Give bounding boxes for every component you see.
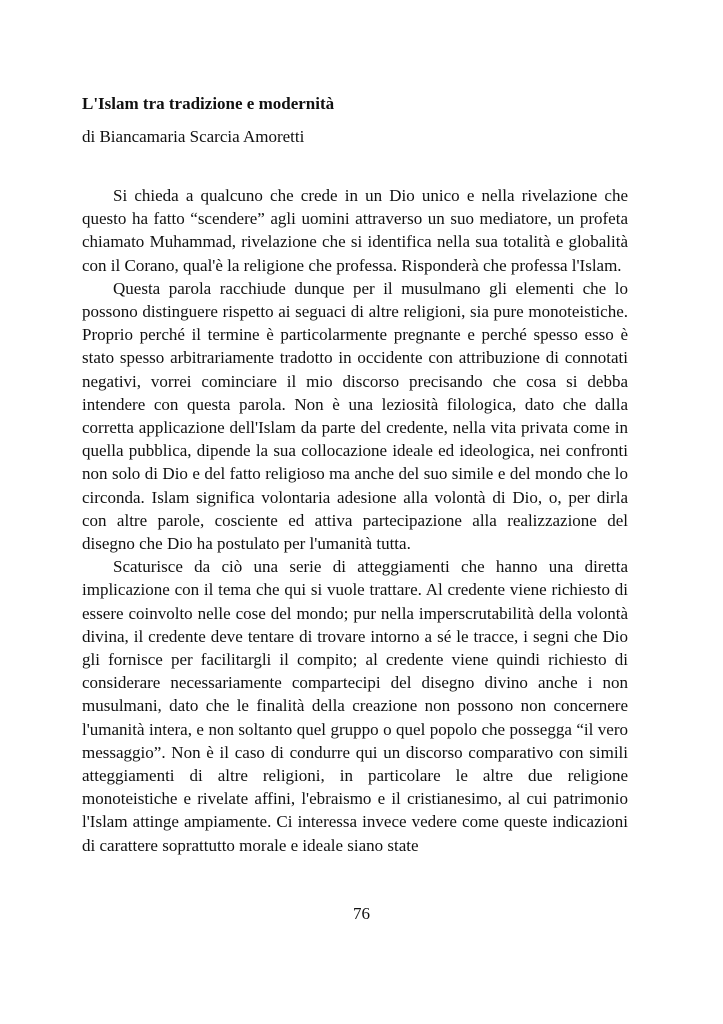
paragraph-1: Si chieda a qualcuno che crede in un Dio unico e nella rivelazione che questo ha fatto “scendere” agli uomini attraverso un suo mediatore, un profeta chiamato Muhammad, rivelazione che si identifica nella sua totalità e globalità con il Corano, qual'è la religione che professa. Risponderà che professa l'Islam. (82, 186, 628, 275)
document-title: L'Islam tra tradizione e modernità (82, 94, 335, 113)
document-body (82, 184, 628, 857)
paragraph-2: Questa parola racchiude dunque per il musulmano gli elementi che lo possono distinguere rispetto ai seguaci di altre religioni, sia pure monoteistiche. Proprio perché il termine è particolarmente pregnante e perché spesso esso è stato spesso arbitrariamente tradotto in occidente con attribuzione di connotati negativi, vorrei cominciare il mio discorso precisando che cosa si debba intendere con questa parola. Non è una leziosità filologica, dato che dalla corretta applicazione dell'Islam da parte del credente, nella vita privata come in quella pubblica, dipende la sua collocazione ideale ed ideologica, nei confronti non solo di Dio e del fatto religioso ma anche del suo simile e del mondo che lo circonda. Islam significa volontaria adesione alla volontà di Dio, o, per dirla con altre parole, cosciente ed attiva partecipazione alla realizzazione del disegno che Dio ha postulato per l'umanità tutta. (82, 278, 628, 554)
document-author: di Biancamaria Scarcia Amoretti (82, 127, 305, 146)
page-number: 76 (353, 904, 370, 923)
document-page (82, 92, 628, 857)
paragraph-3: Scaturisce da ciò una serie di atteggiamenti che hanno una diretta implicazione con il tema che qui si vuole trattare. Al credente viene richiesto di essere coinvolto nelle cose del mondo; pur nella imperscrutabilità della volontà divina, il credente deve tentare di trovare intorno a sé le tracce, i segni che Dio gli fornisce per facilitargli il compito; al credente viene quindi richiesto di considerare necessariamente compartecipi del disegno divino anche i non musulmani, dato che le finalità della creazione non possono non concernere l'umanità intera, e non soltanto quel gruppo o quel popolo che possegga “il vero messaggio”. Non è il caso di condurre qui un discorso comparativo con simili atteggiamenti di altre religioni, in particolare le altre due religione monoteistiche e rivelate affini, l'ebraismo e il cristianesimo, al cui patrimonio l'Islam attinge ampiamente. Ci interessa invece vedere come queste indicazioni di carattere soprattutto morale e ideale siano state (82, 557, 628, 855)
